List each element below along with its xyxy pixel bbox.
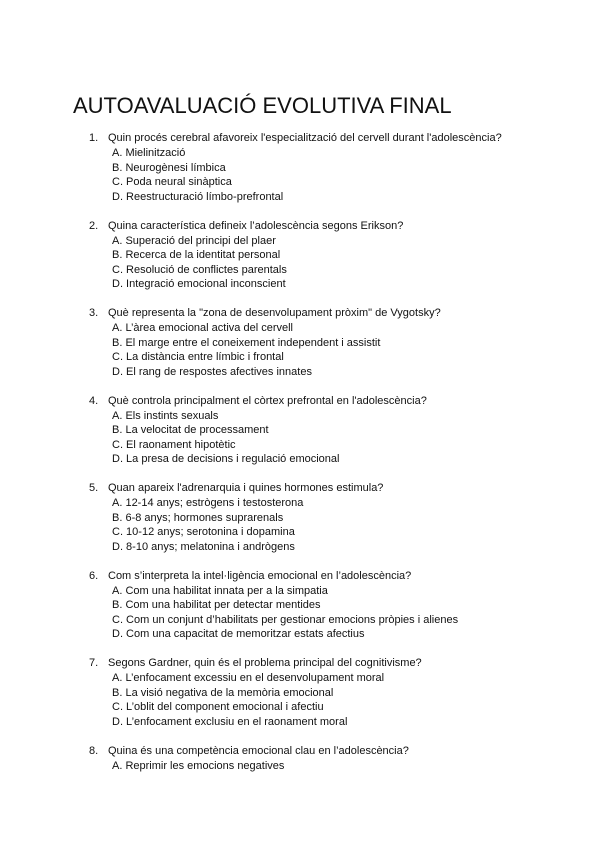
question-text: Quan apareix l'adrenarquia i quines hormones estimula? [108, 482, 384, 494]
question-2 [0, 219, 600, 307]
option-d: D. 8-10 anys; melatonina i andrògens [112, 540, 295, 553]
question-number: 5. [89, 482, 99, 494]
option-b: B. La visió negativa de la memòria emocional [112, 686, 334, 699]
option-list [112, 146, 283, 204]
option-d: D. La presa de decisions i regulació emocional [112, 453, 340, 466]
question-7 [0, 656, 600, 744]
option-a: A. 12-14 anys; estrògens i testosterona [112, 497, 304, 509]
question-4 [0, 394, 600, 482]
option-a: A. Els instints sexuals [112, 409, 219, 422]
question-text: Quin procés cerebral afavoreix l'especialització del cervell durant l'adolescència? [108, 132, 502, 144]
option-list [112, 234, 287, 292]
question-text: Què controla principalment el còrtex prefrontal en l'adolescència? [108, 394, 427, 407]
option-c: C. Poda neural sinàptica [112, 176, 232, 189]
option-d: D. El rang de respostes afectives innates [112, 365, 312, 378]
option-list [112, 671, 384, 729]
question-3 [0, 306, 600, 394]
question-number: 7. [89, 657, 99, 669]
question-1 [0, 131, 600, 219]
option-c: C. Resolució de conflictes parentals [112, 263, 287, 276]
option-a: A. Reprimir les emocions negatives [112, 759, 285, 772]
option-a: A. Mielinització [112, 147, 186, 159]
question-8 [0, 744, 600, 832]
question-5 [0, 481, 600, 569]
question-number: 4. [89, 394, 99, 407]
option-c: C. L’oblit del component emocional i afectiu [112, 701, 324, 714]
question-number: 3. [89, 307, 99, 319]
option-list [112, 584, 458, 642]
question-number: 1. [89, 132, 99, 144]
page-title: AUTOAVALUACIÓ EVOLUTIVA FINAL [73, 93, 452, 118]
option-b: B. Com una habilitat per detectar mentides [112, 599, 321, 612]
question-number: 6. [89, 569, 99, 582]
option-a: A. L’àrea emocional activa del cervell [112, 322, 293, 334]
option-d: D. L’enfocament exclusiu en el raonament moral [112, 715, 348, 728]
option-c: C. La distància entre límbic i frontal [112, 351, 284, 364]
option-list [112, 496, 303, 554]
option-c: C. El raonament hipotètic [112, 438, 236, 451]
option-b: B. Neurogènesi límbica [112, 161, 226, 174]
option-list [112, 759, 284, 774]
option-c: C. 10-12 anys; serotonina i dopamina [112, 526, 295, 539]
question-text: Quina és una competència emocional clau en l’adolescència? [108, 744, 409, 757]
option-a: A. Com una habilitat innata per a la simpatia [112, 584, 328, 597]
option-b: B. La velocitat de processament [112, 424, 269, 437]
question-number: 2. [89, 219, 99, 232]
option-a: A. L’enfocament excessiu en el desenvolupament moral [112, 672, 385, 684]
option-b: B. Recerca de la identitat personal [112, 249, 281, 262]
option-d: D. Integració emocional inconscient [112, 278, 286, 291]
question-text: Quina característica defineix l’adolescència segons Erikson? [108, 219, 404, 232]
question-text: Què representa la "zona de desenvolupament pròxim" de Vygotsky? [108, 307, 441, 319]
option-c: C. Com un conjunt d’habilitats per gestionar emocions pròpies i alienes [112, 613, 459, 626]
question-number: 8. [89, 744, 99, 757]
question-text: Com s’interpreta la intel·ligència emocional en l’adolescència? [108, 569, 412, 582]
option-b: B. 6-8 anys; hormones suprarenals [112, 511, 284, 524]
option-list [112, 409, 339, 467]
question-list [0, 131, 600, 831]
option-list [112, 321, 380, 379]
option-b: B. El marge entre el coneixement independent i assistit [112, 336, 381, 349]
option-d: D. Reestructuració límbo-prefrontal [112, 190, 284, 203]
option-d: D. Com una capacitat de memoritzar estats afectius [112, 628, 365, 641]
question-6 [0, 569, 600, 657]
question-text: Segons Gardner, quin és el problema principal del cognitivisme? [108, 657, 422, 669]
option-a: A. Superació del principi del plaer [112, 234, 276, 247]
